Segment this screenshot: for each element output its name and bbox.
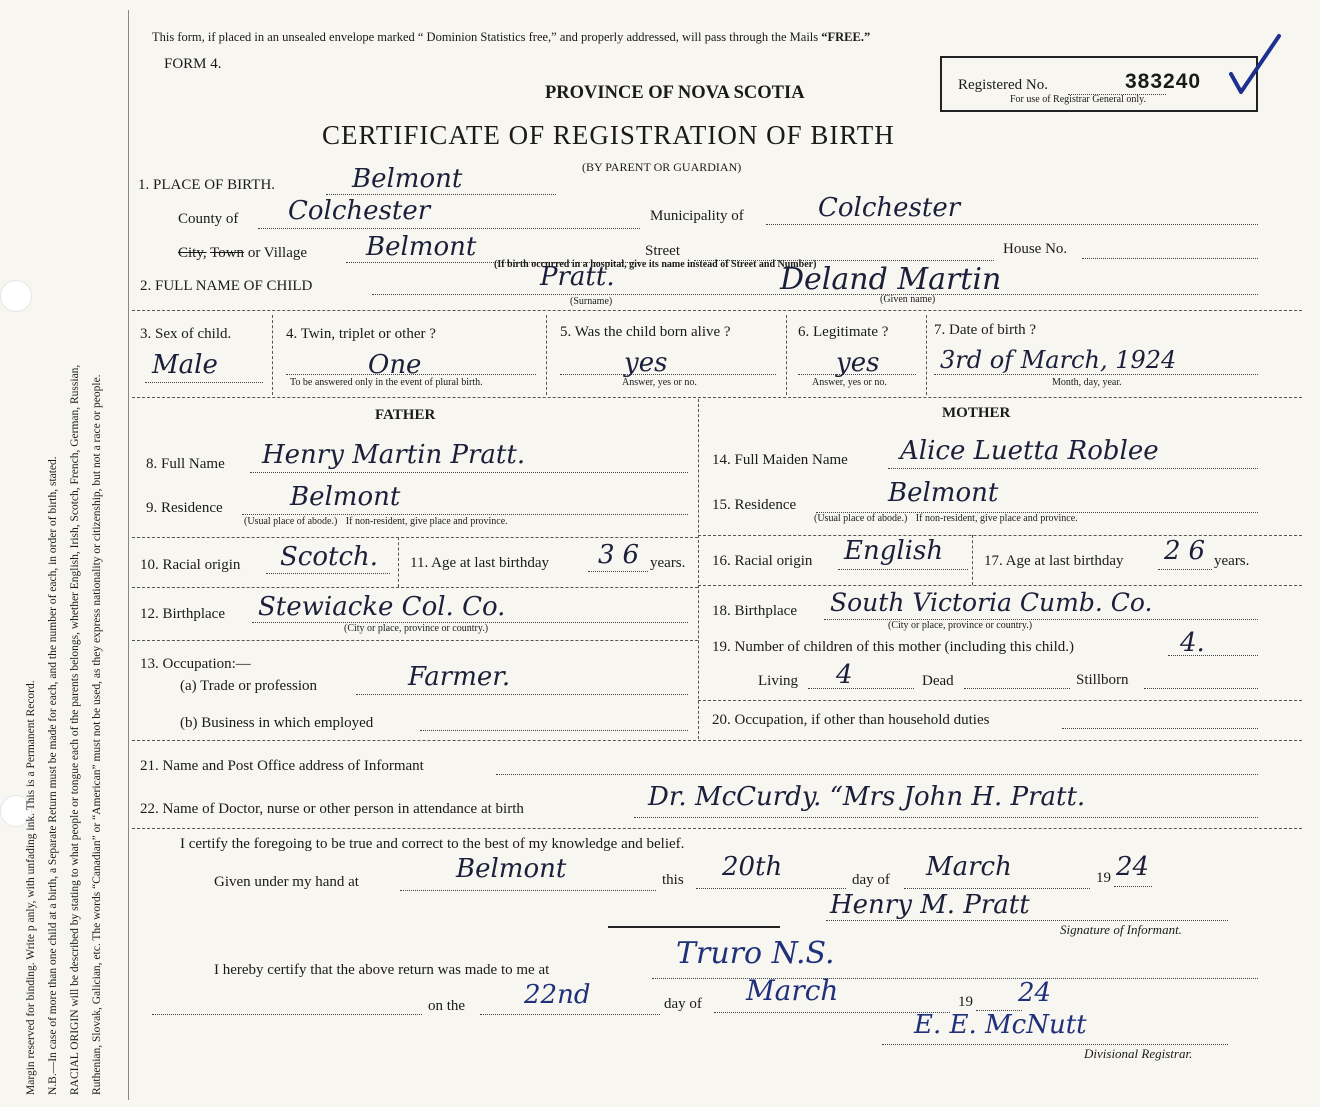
mother-occupation-line xyxy=(1062,728,1258,729)
parents-divider xyxy=(698,399,699,739)
divider-mother-race xyxy=(698,585,1302,586)
registrar-day-line-2 xyxy=(480,1014,660,1015)
mother-name-label: 14. Full Maiden Name xyxy=(712,452,848,468)
given-day-of-label: day of xyxy=(852,872,890,888)
house-label: House No. xyxy=(1003,241,1068,257)
given-year-value: 24 xyxy=(1116,852,1150,882)
municipality-line xyxy=(766,224,1258,225)
mother-race-value: English xyxy=(844,536,944,566)
father-trade-label: (a) Trade or profession xyxy=(180,678,318,694)
mother-birthplace-note: (City or place, province or country.) xyxy=(888,620,1033,631)
on-the-label: on the xyxy=(428,998,466,1014)
legitimate-value: yes xyxy=(836,348,880,378)
mother-res-note-a: (Usual place of abode.) xyxy=(814,513,908,524)
father-race-value: Scotch. xyxy=(280,542,379,572)
registrar-day-line xyxy=(152,1014,422,1015)
alive-label: 5. Was the child born alive ? xyxy=(560,324,731,340)
surname-caption: (Surname) xyxy=(570,296,613,307)
mother-res-note xyxy=(814,513,1078,524)
father-res-label: 9. Residence xyxy=(146,500,223,516)
mother-birthplace-value: South Victoria Cumb. Co. xyxy=(830,588,1153,617)
checkmark-icon xyxy=(1225,30,1285,100)
given-caption: (Given name) xyxy=(880,294,936,305)
margin-line-4: Ruthenian, Slovak, Galician, etc. The words “Canadian” or “American” must not be used, as they express nationality or citizenship, but not a race or people. xyxy=(91,374,103,1095)
registrar-signature-line xyxy=(882,1044,1228,1045)
birth-date-label: 7. Date of birth ? xyxy=(934,322,1037,338)
mother-age-value: 26 xyxy=(1164,536,1214,566)
doctor-label: 22. Name of Doctor, nurse or other person in attendance at birth xyxy=(140,801,524,817)
mother-name-line xyxy=(888,468,1258,469)
margin-instructions xyxy=(20,5,108,1095)
mother-age-unit: years. xyxy=(1214,553,1250,569)
doctor-value: Dr. McCurdy. “Mrs John H. Pratt. xyxy=(648,782,1086,812)
village-value: Belmont xyxy=(366,232,477,262)
county-line xyxy=(258,228,640,229)
divider-row-parents xyxy=(132,740,1302,741)
father-birthplace-note: (City or place, province or country.) xyxy=(344,623,489,634)
mother-children-label: 19. Number of children of this mother (including this child.) xyxy=(712,639,1075,655)
margin-line-2: N.B.—In case of more than one child at a birth, a Separate Return must be made for each, and the number of each, in order of birth, stated. xyxy=(47,456,59,1095)
father-race-divider xyxy=(398,537,399,587)
mother-res-label: 15. Residence xyxy=(712,497,797,513)
father-name-label: 8. Full Name xyxy=(146,456,225,472)
sex-label: 3. Sex of child. xyxy=(140,326,232,342)
divider-col-6 xyxy=(926,315,927,395)
twin-note: To be answered only in the event of plural birth. xyxy=(290,377,483,388)
divider-father-res xyxy=(132,537,698,538)
living-label: Living xyxy=(758,673,798,689)
village-label: or Village xyxy=(247,245,308,261)
legitimate-note: Answer, yes or no. xyxy=(812,377,887,388)
mother-res-value: Belmont xyxy=(888,478,999,508)
child-surname: Pratt. xyxy=(540,262,615,292)
mother-age-line xyxy=(1158,569,1212,570)
given-month-line xyxy=(904,888,1090,889)
father-res-line xyxy=(242,514,688,515)
registrar-certify-label: I hereby certify that the above return was made to me at xyxy=(214,962,550,978)
municipality-value: Colchester xyxy=(818,193,961,223)
registrar-place-line xyxy=(652,978,1258,979)
father-birthplace-value: Stewiacke Col. Co. xyxy=(258,592,506,622)
registrar-day-value: 22nd xyxy=(524,980,591,1010)
alive-line xyxy=(560,374,776,375)
margin-line-3: RACIAL ORIGIN will be described by stating to what people or tongue each of the parents belongs, whether English, Irish, Scotch, French, German, Russian, xyxy=(69,364,81,1095)
county-value: Colchester xyxy=(288,196,431,226)
living-value: 4 xyxy=(836,660,853,690)
registrar-month-value: March xyxy=(746,974,839,1007)
stillborn-line xyxy=(1144,688,1258,689)
father-res-note-b: If non-resident, give place and province. xyxy=(345,516,508,527)
father-res-value: Belmont xyxy=(290,482,401,512)
child-name-label: 2. FULL NAME OF CHILD xyxy=(140,278,313,294)
registrar-note: For use of Registrar General only. xyxy=(1010,94,1146,105)
father-age-value: 36 xyxy=(598,540,648,570)
given-label: Given under my hand at xyxy=(214,874,359,890)
mother-birthplace-label: 18. Birthplace xyxy=(712,603,797,619)
margin-line-1: Margin reserved for binding. Write p anly, with unfading ink. This is a Permanent Record. xyxy=(25,680,37,1095)
street-label: Street xyxy=(645,243,680,259)
father-res-note-a: (Usual place of abode.) xyxy=(244,516,338,527)
margin-divider xyxy=(128,10,129,1100)
dead-line xyxy=(964,688,1070,689)
mother-occupation-label: 20. Occupation, if other than household duties xyxy=(712,712,990,728)
city-town-village-label xyxy=(178,245,307,262)
place-line xyxy=(326,194,556,195)
father-business-label: (b) Business in which employed xyxy=(180,715,374,731)
father-birthplace-label: 12. Birthplace xyxy=(140,606,225,622)
father-name-value: Henry Martin Pratt. xyxy=(262,440,526,470)
alive-value: yes xyxy=(624,348,668,378)
sex-value: Male xyxy=(152,350,218,380)
father-trade-line xyxy=(356,694,688,695)
certify-text: I certify the foregoing to be true and correct to the best of my knowledge and belief. xyxy=(180,836,685,852)
father-heading: FATHER xyxy=(375,407,436,423)
this-label: this xyxy=(662,872,684,888)
mail-note-free: “FREE.” xyxy=(821,30,871,44)
given-day-line xyxy=(696,888,846,889)
divider-col-5 xyxy=(786,315,787,395)
mother-race-line xyxy=(838,569,968,570)
informant-signature: Henry M. Pratt xyxy=(830,890,1030,920)
mail-note xyxy=(152,30,870,45)
province-heading: PROVINCE OF NOVA SCOTIA xyxy=(545,83,805,103)
father-name-line xyxy=(250,472,688,473)
mother-race-label: 16. Racial origin xyxy=(712,553,813,569)
registrar-place-value: Truro N.S. xyxy=(676,936,835,971)
legitimate-label: 6. Legitimate ? xyxy=(798,324,889,340)
registrar-separator xyxy=(608,926,780,928)
informant-line xyxy=(496,774,1258,775)
stillborn-label: Stillborn xyxy=(1076,672,1129,688)
registered-number: 383240 xyxy=(1125,70,1202,93)
given-year-prefix: 19 xyxy=(1096,870,1111,886)
form-number: FORM 4. xyxy=(164,56,222,72)
doctor-line xyxy=(634,817,1258,818)
mother-heading: MOTHER xyxy=(942,405,1011,421)
town-strike: Town xyxy=(210,245,245,261)
registrar-year-prefix: 19 xyxy=(958,994,973,1010)
birth-date-note: Month, day, year. xyxy=(1052,377,1122,388)
father-race-line xyxy=(266,573,390,574)
birth-date-line xyxy=(934,374,1258,375)
twin-label: 4. Twin, triplet or other ? xyxy=(286,326,436,342)
divider-father-race xyxy=(132,587,698,588)
divider-mother-children xyxy=(698,700,1302,701)
father-business-line xyxy=(420,730,688,731)
divider-col-3 xyxy=(272,315,273,395)
registrar-day-of-label: day of xyxy=(664,996,702,1012)
father-age-label: 11. Age at last birthday xyxy=(410,555,549,571)
mother-name-value: Alice Luetta Roblee xyxy=(900,436,1159,466)
divider-row-3 xyxy=(132,397,1302,398)
registered-box xyxy=(940,56,1258,112)
city-strike: City, xyxy=(178,245,207,261)
registrar-signature: E. E. McNutt xyxy=(914,1010,1087,1040)
hospital-note: (If birth occurred in a hospital, give its name instead of Street and Number) xyxy=(494,259,817,270)
father-occupation-label: 13. Occupation:— xyxy=(140,656,251,672)
county-label: County of xyxy=(178,211,239,227)
sex-line xyxy=(145,382,263,383)
municipality-label: Municipality of xyxy=(650,208,744,224)
divider-row-2 xyxy=(132,310,1302,311)
mother-age-label: 17. Age at last birthday xyxy=(984,553,1124,569)
child-given-name: Deland Martin xyxy=(780,262,1002,297)
living-line xyxy=(808,688,914,689)
informant-signature-line xyxy=(826,920,1228,921)
father-race-label: 10. Racial origin xyxy=(140,557,241,573)
informant-sig-caption: Signature of Informant. xyxy=(1060,922,1182,937)
twin-value: One xyxy=(368,350,422,380)
informant-label: 21. Name and Post Office address of Informant xyxy=(140,758,424,774)
given-place-value: Belmont xyxy=(456,854,567,884)
given-place-line xyxy=(400,890,656,891)
mother-children-value: 4. xyxy=(1180,628,1205,658)
father-age-unit: years. xyxy=(650,555,686,571)
mother-race-divider xyxy=(972,535,973,585)
father-trade-value: Farmer. xyxy=(408,662,511,692)
mother-res-note-b: If non-resident, give place and province. xyxy=(915,513,1078,524)
alive-note: Answer, yes or no. xyxy=(622,377,697,388)
place-value: Belmont xyxy=(352,164,463,194)
birth-date-value: 3rd of March, 1924 xyxy=(940,346,1177,374)
mail-note-text: This form, if placed in an unsealed envelope marked “ Dominion Statistics free,” and properly addressed, will pass through the Mails xyxy=(152,30,822,44)
divider-row-doctor xyxy=(132,828,1302,829)
dead-label: Dead xyxy=(922,673,954,689)
page-title: CERTIFICATE OF REGISTRATION OF BIRTH xyxy=(322,120,895,150)
divider-col-4 xyxy=(546,315,547,395)
divider-father-bp xyxy=(132,640,698,641)
given-day-value: 20th xyxy=(722,852,783,882)
house-line xyxy=(1082,258,1258,259)
registered-label: Registered No. xyxy=(958,77,1048,93)
father-age-line xyxy=(588,571,648,572)
page-subtitle: (BY PARENT OR GUARDIAN) xyxy=(582,160,742,174)
given-month-value: March xyxy=(926,852,1012,882)
registrar-caption: Divisional Registrar. xyxy=(1084,1046,1193,1061)
registrar-year-value: 24 xyxy=(1018,978,1052,1008)
place-label: 1. PLACE OF BIRTH. xyxy=(138,177,276,193)
given-year-line xyxy=(1114,886,1152,887)
father-res-note xyxy=(244,516,508,527)
